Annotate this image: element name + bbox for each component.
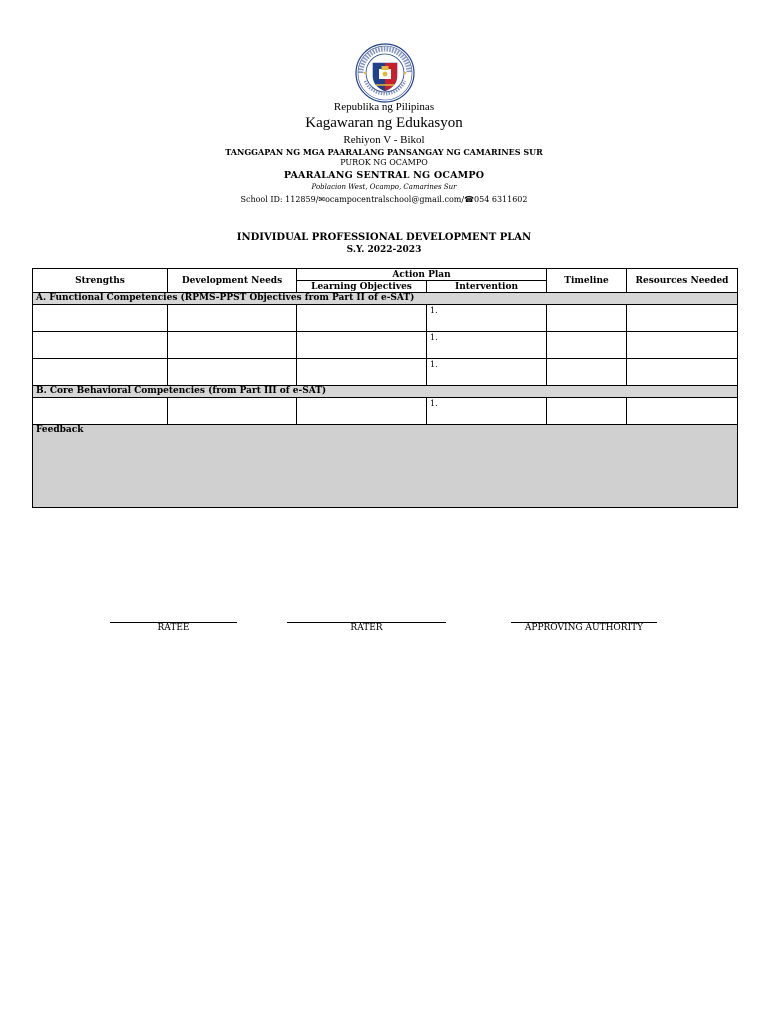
division-office-line: TANGGAPAN NG MGA PAARALANG PANSANGAY NG CAMARINES SUR xyxy=(225,147,543,157)
deped-seal-logo xyxy=(352,43,418,103)
approving-authority-label: APPROVING AUTHORITY xyxy=(524,623,644,633)
intervention-cell[interactable]: 1. xyxy=(427,398,547,425)
resources-cell[interactable] xyxy=(627,359,738,386)
section-core-behavioral-competencies: B. Core Behavioral Competencies (from Part III of e-SAT) xyxy=(33,386,738,398)
learning-objectives-cell[interactable] xyxy=(297,359,427,386)
resources-cell[interactable] xyxy=(627,305,738,332)
region-line: Rehiyon V - Bikol xyxy=(343,134,425,146)
school-id: School ID: 112859/ xyxy=(240,195,319,204)
strengths-cell[interactable] xyxy=(33,359,168,386)
table-row xyxy=(33,398,738,425)
republic-line: Republika ng Pilipinas xyxy=(333,101,435,113)
ratee-label: RATEE xyxy=(157,623,190,633)
rater-label: RATER xyxy=(350,623,383,633)
timeline-cell[interactable] xyxy=(547,305,627,332)
school-email: ocampocentralschool@gmail.com/ xyxy=(325,195,465,204)
strengths-cell[interactable] xyxy=(33,398,168,425)
development-needs-cell[interactable] xyxy=(168,359,297,386)
strengths-cell[interactable] xyxy=(33,305,168,332)
school-contact-line xyxy=(0,195,768,204)
header-timeline: Timeline xyxy=(547,269,627,293)
document-title: INDIVIDUAL PROFESSIONAL DEVELOPMENT PLAN xyxy=(236,232,532,243)
school-address: Poblacion West, Ocampo, Camarines Sur xyxy=(311,183,457,191)
learning-objectives-cell[interactable] xyxy=(297,398,427,425)
department-line: Kagawaran ng Edukasyon xyxy=(305,115,463,131)
feedback-box[interactable]: Feedback xyxy=(33,425,738,508)
development-needs-cell[interactable] xyxy=(168,332,297,359)
intervention-cell[interactable]: 1. xyxy=(427,332,547,359)
table-row xyxy=(33,359,738,386)
table-row xyxy=(33,305,738,332)
timeline-cell[interactable] xyxy=(547,332,627,359)
development-needs-cell[interactable] xyxy=(168,398,297,425)
intervention-cell[interactable]: 1. xyxy=(427,359,547,386)
header-intervention: Intervention xyxy=(427,281,547,293)
school-year: S.Y. 2022-2023 xyxy=(346,245,422,255)
school-phone: 054 6311602 xyxy=(474,195,528,204)
timeline-cell[interactable] xyxy=(547,359,627,386)
ipdp-table xyxy=(32,268,738,508)
header-learning-objectives: Learning Objectives xyxy=(297,281,427,293)
header-action-plan: Action Plan xyxy=(297,269,547,281)
header-resources-needed: Resources Needed xyxy=(627,269,738,293)
timeline-cell[interactable] xyxy=(547,398,627,425)
district-line: PUROK NG OCAMPO xyxy=(340,158,428,167)
header-development-needs: Development Needs xyxy=(168,269,297,293)
learning-objectives-cell[interactable] xyxy=(297,332,427,359)
email-icon: ✉ xyxy=(318,195,326,204)
learning-objectives-cell[interactable] xyxy=(297,305,427,332)
development-needs-cell[interactable] xyxy=(168,305,297,332)
intervention-cell[interactable]: 1. xyxy=(427,305,547,332)
section-functional-competencies: A. Functional Competencies (RPMS-PPST Objectives from Part II of e-SAT) xyxy=(33,293,738,305)
strengths-cell[interactable] xyxy=(33,332,168,359)
resources-cell[interactable] xyxy=(627,398,738,425)
header-strengths: Strengths xyxy=(33,269,168,293)
school-name: PAARALANG SENTRAL NG OCAMPO xyxy=(283,170,485,181)
resources-cell[interactable] xyxy=(627,332,738,359)
table-row xyxy=(33,332,738,359)
phone-icon: ☎ xyxy=(464,195,475,204)
